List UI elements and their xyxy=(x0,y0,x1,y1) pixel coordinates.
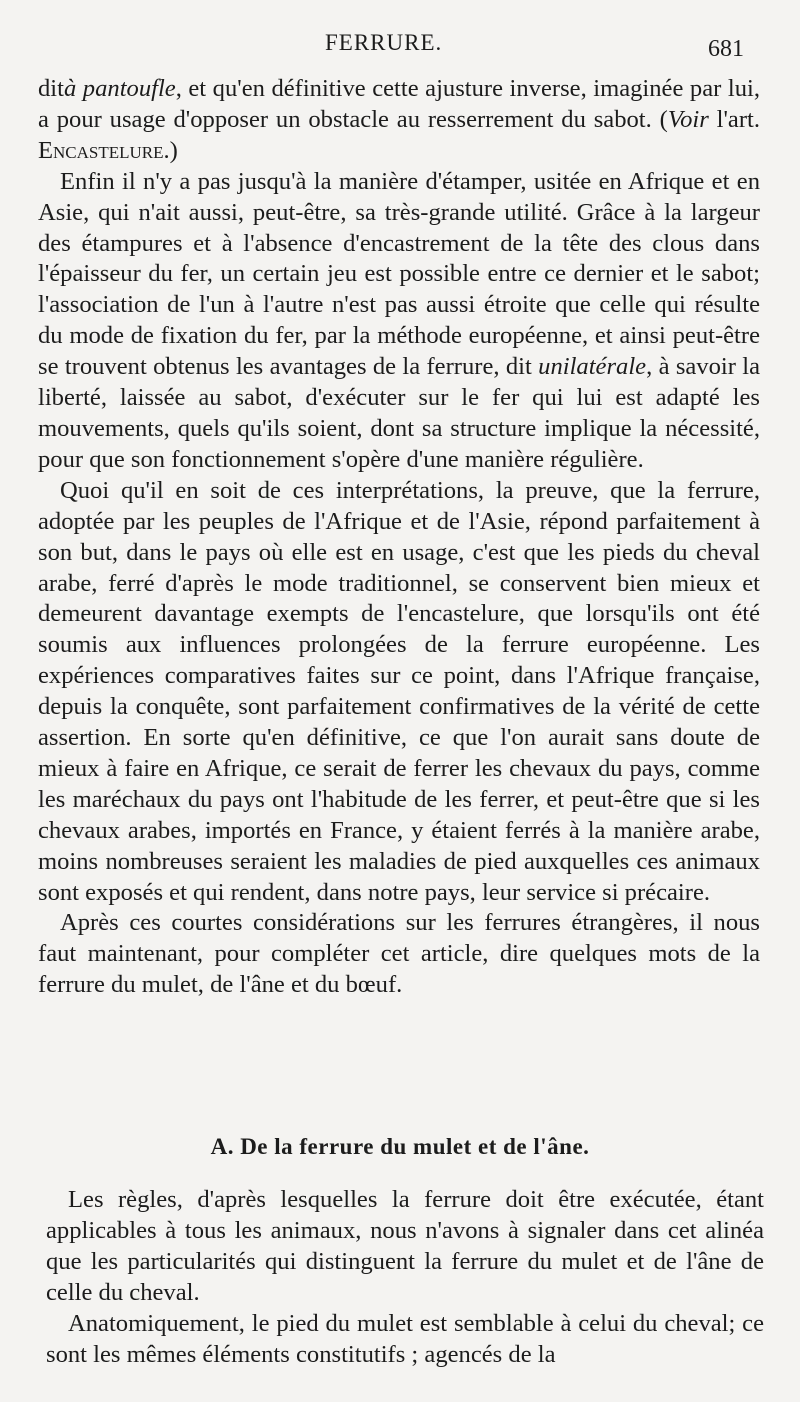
paragraph-text: Enfin il n'y a pas jusqu'à la manière d'étamper, usitée en Afrique et en Asie, qui n'ait aussi, peut-être, sa très-grande utilité. Grâce à la largeur des étampures et à l'absence d'encastrement de la tête des clous dans l'épaisseur du fer, un certain jeu est possible entre ce dernier et le sabot; l'association de l'un à l'autre n'est pas aussi étroite que celle qui résulte du mode de fixation du fer, par la méthode européenne, et ainsi peut-être se trouvent obtenus les avantages de la ferrure, dit xyxy=(38,167,760,381)
paragraph-continued xyxy=(38,74,760,167)
italic-term: unilatérale xyxy=(538,353,647,381)
paragraph-text: Anatomiquement, le pied du mulet est semblable à celui du cheval; ce sont les mêmes éléments constitutifs ; agencés de la xyxy=(46,1310,764,1368)
paragraph xyxy=(38,908,760,1001)
lead-word: dit xyxy=(38,75,64,102)
paragraph xyxy=(38,476,760,909)
paragraph-text: , à savoir la liberté, laissée au sabot, d'exécuter sur le fer qui lui est adapté les mouvements, quels qu'ils soient, dont sa structure implique la nécessité, pour que son fonctionnement s'opère d'une manière régulière. xyxy=(38,353,760,473)
paragraph-text: .) xyxy=(163,136,178,164)
paragraph-text: Les règles, d'après lesquelles la ferrure doit être exécutée, étant applicables à tous les animaux, nous n'avons à signaler dans cet alinéa que les particularités qui distinguent la ferrure du mulet et de l'âne de celle du cheval. xyxy=(46,1186,764,1306)
paragraph xyxy=(46,1184,764,1308)
cross-reference: Encastelure xyxy=(38,136,164,164)
running-header xyxy=(0,28,800,64)
paragraph-text: Après ces courtes considérations sur les ferrures étrangères, il nous faut maintenant, pour compléter cet article, dire quelques mots de la ferrure du mulet, de l'âne et du bœuf. xyxy=(38,909,760,999)
page-number: 681 xyxy=(708,36,744,62)
section-text xyxy=(46,1184,764,1370)
paragraph-text: Quoi qu'il en soit de ces interprétations, la preuve, que la ferrure, adoptée par les peuples de l'Afrique et de l'Asie, répond parfaitement à son but, dans le pays où elle est en usage, c'est que les pieds du cheval arabe, ferré d'après le mode traditionnel, se conservent bien mieux et demeurent davantage exempts de l'encastelure, que lorsqu'ils ont été soumis aux influences prolongées de la ferrure européenne. Les expériences comparatives faites sur ce point, dans l'Afrique française, depuis la conquête, sont parfaitement confirmatives de la vérité de cette assertion. En sorte qu'en définitive, ce que l'on aurait sans doute de mieux à faire en Afrique, ce serait de ferrer les chevaux du pays, comme les maréchaux du pays ont l'habitude de les ferrer, et peut-être que si les chevaux arabes, importés en France, y étaient ferrés à la manière arabe, moins nombreuses seraient les maladies de pied auxquelles ces animaux sont exposés et qui rendent, dans notre pays, leur service si précaire. xyxy=(38,476,760,906)
paragraph xyxy=(46,1308,764,1370)
paragraph-text: l'art. xyxy=(708,105,760,133)
italic-term: Voir xyxy=(667,105,709,133)
italic-term: à pantoufle xyxy=(63,75,176,102)
main-text xyxy=(38,74,760,1001)
running-title: FERRURE. xyxy=(325,30,443,55)
section-heading: A. De la ferrure du mulet et de l'âne. xyxy=(210,1134,590,1159)
paragraph-text: , et qu'en définitive cette ajusture inverse, imaginée par lui, a pour usage d'opposer un obstacle au resserrement du sabot. ( xyxy=(38,75,760,133)
paragraph xyxy=(38,167,760,476)
